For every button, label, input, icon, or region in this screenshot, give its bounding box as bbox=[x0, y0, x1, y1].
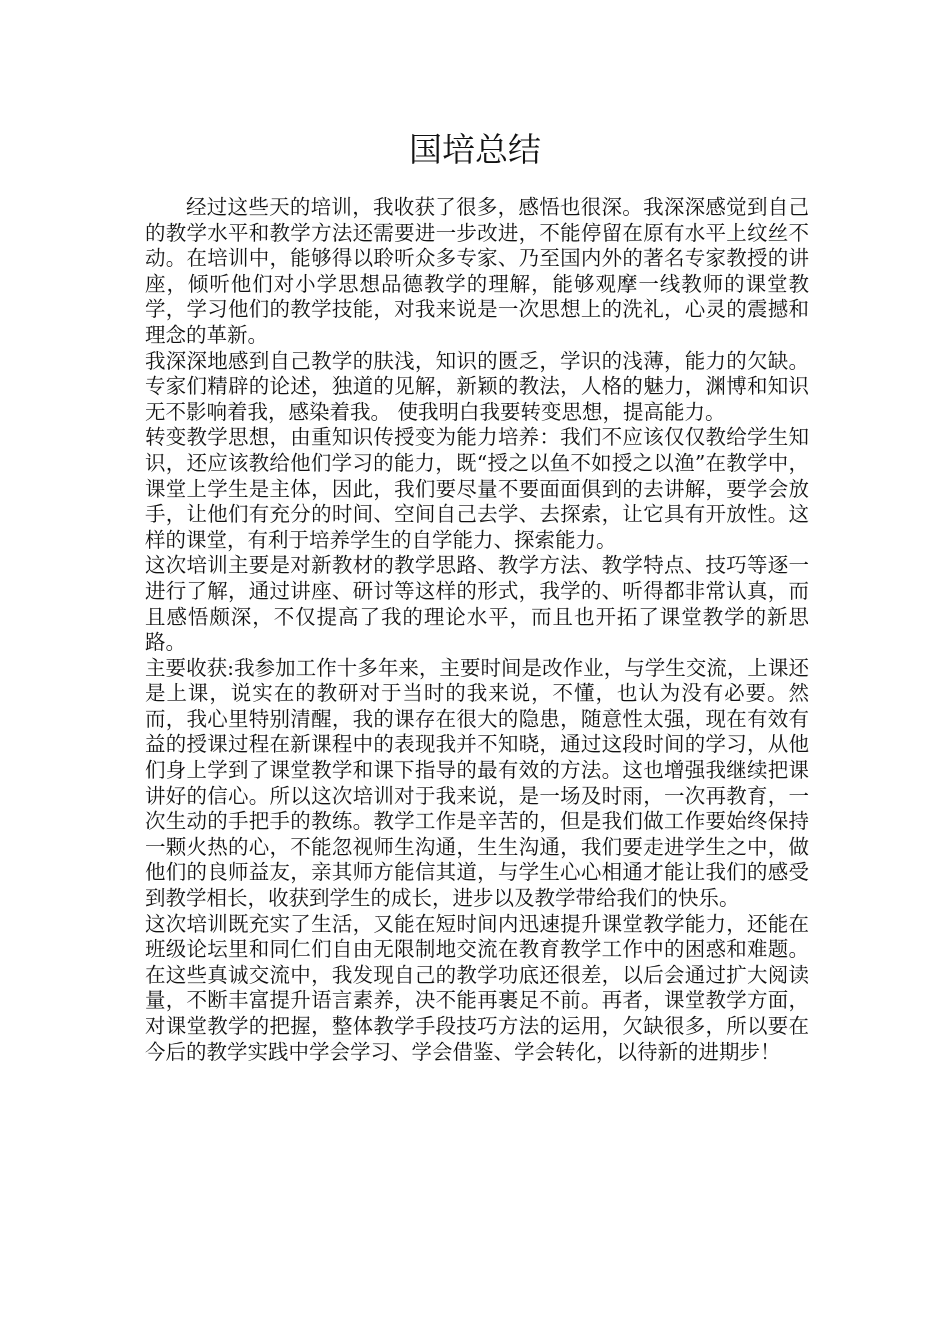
paragraph-1: 经过这些天的培训，我收获了很多，感悟也很深。我深深感觉到自己的教学水平和教学方法还需要进一步改进，不能停留在原有水平上纹丝不动。在培训中，能够得以聆听众多专家、乃至国内外的著名专家教授的讲座，倾听他们对小学思想品德教学的理解，能够观摩一线教师的课堂教学，学习他们的教学技能，对我来说是一次思想上的洗礼，心灵的震撼和理念的革新。 bbox=[145, 195, 809, 347]
paragraph-2: 我深深地感到自己教学的肤浅，知识的匮乏，学识的浅薄，能力的欠缺。专家们精辟的论述，独道的见解，新颖的教法，人格的魅力，渊博和知识无不影响着我，感染着我。 使我明白我要转变思想，提高能力。 bbox=[145, 348, 809, 424]
document-title: 国培总结 bbox=[409, 130, 541, 169]
paragraph-6: 这次培训既充实了生活，又能在短时间内迅速提升课堂教学能力，还能在班级论坛里和同仁们自由无限制地交流在教育教学工作中的困惑和难题。在这些真诚交流中，我发现自己的教学功底还很差，以后会通过扩大阅读量，不断丰富提升语言素养，决不能再裹足不前。再者，课堂教学方面，对课堂教学的把握，整体教学手段技巧方法的运用，欠缺很多，所以要在今后的教学实践中学会学习、学会借鉴、学会转化，以待新的进期步！ bbox=[145, 911, 809, 1064]
paragraph-4: 这次培训主要是对新教材的教学思路、教学方法、教学特点、技巧等逐一进行了解，通过讲座、研讨等这样的形式，我学的、听得都非常认真，而且感悟颇深，不仅提高了我的理论水平，而且也开拓了课堂教学的新思路。 bbox=[145, 553, 809, 655]
document-body bbox=[145, 195, 809, 1065]
paragraph-5: 主要收获:我参加工作十多年来，主要时间是改作业，与学生交流，上课还是上课，说实在的教研对于当时的我来说，不懂，也认为没有必要。然而，我心里特别清醒，我的课存在很大的隐患，随意性太强，现在有效有益的授课过程在新课程中的表现我并不知晓，通过这段时间的学习，从他们身上学到了课堂教学和课下指导的最有效的方法。这也增强我继续把课讲好的信心。所以这次培训对于我来说，是一场及时雨，一次再教育，一次生动的手把手的教练。教学工作是辛苦的，但是我们做工作要始终保持一颗火热的心，不能忽视师生沟通，生生沟通，我们要走进学生之中，做他们的良师益友，亲其师方能信其道，与学生心心相通才能让我们的感受到教学相长，收获到学生的成长，进步以及教学带给我们的快乐。 bbox=[145, 655, 809, 911]
paragraph-3: 转变教学思想，由重知识传授变为能力培养：我们不应该仅仅教给学生知识，还应该教给他们学习的能力，既“授之以鱼不如授之以渔”在教学中，课堂上学生是主体，因此，我们要尽量不要面面俱到的去讲解，要学会放手，让他们有充分的时间、空间自己去学、去探索，让它具有开放性。这样的课堂，有利于培养学生的自学能力、探索能力。 bbox=[145, 425, 809, 552]
